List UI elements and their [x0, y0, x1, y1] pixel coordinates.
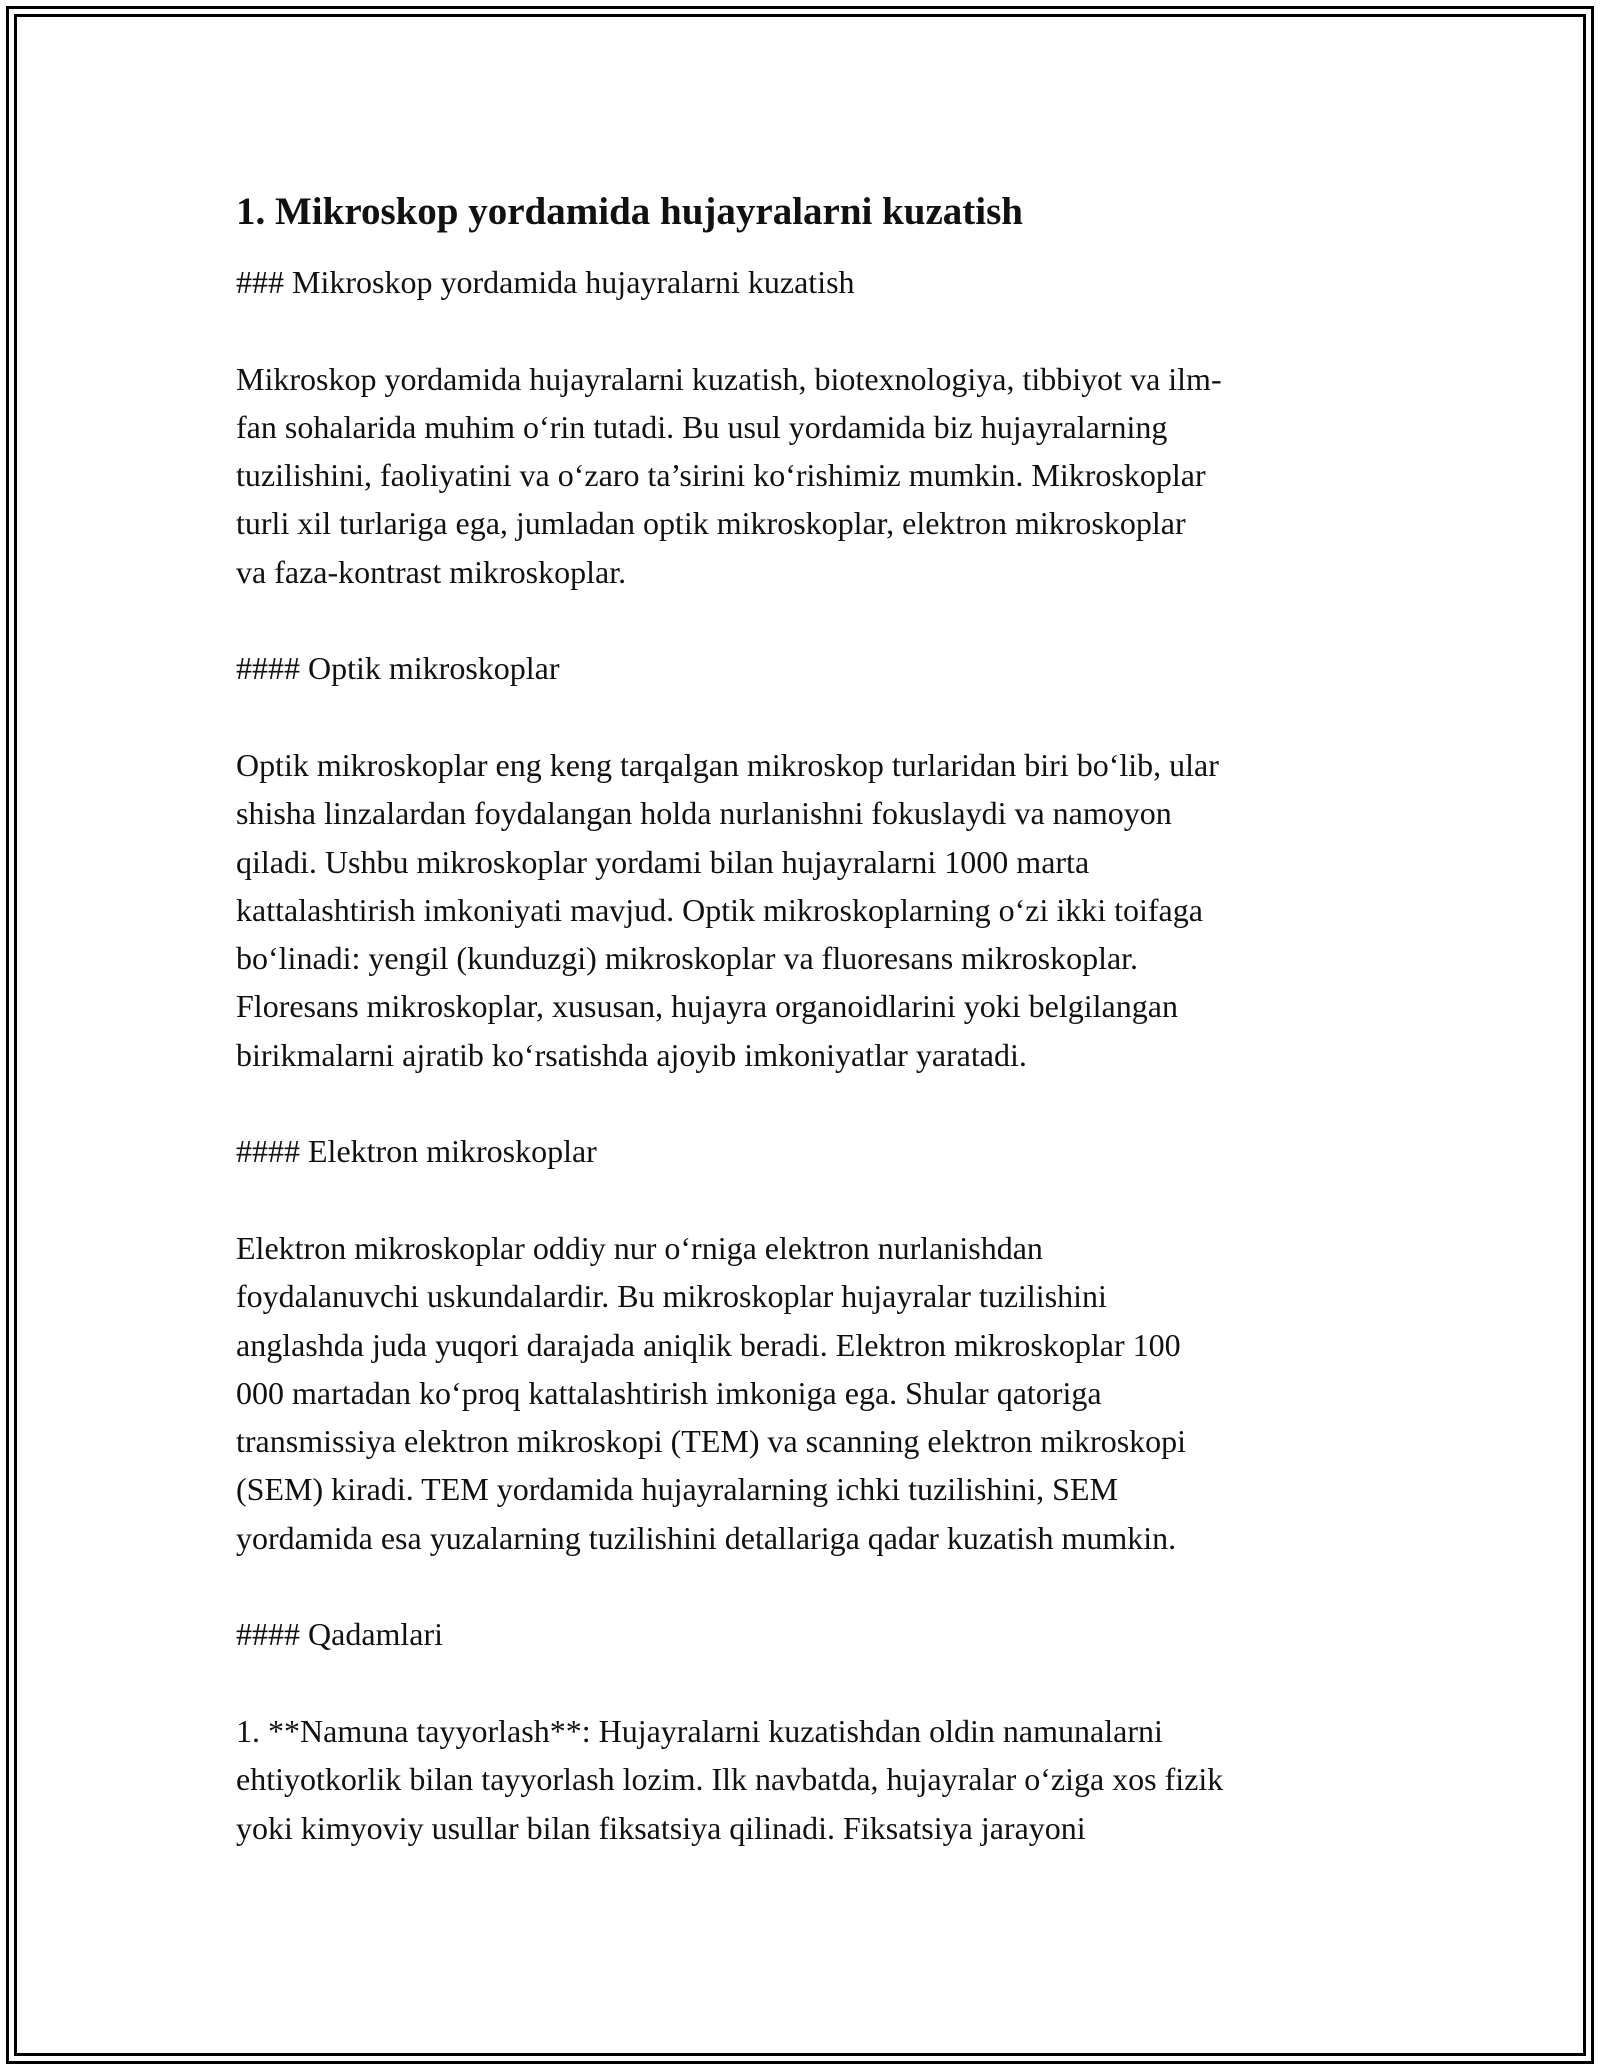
section-heading-steps: [236, 1610, 1376, 1658]
text-line: Elektron mikroskoplar oddiy nur o‘rniga elektron nurlanishdan: [236, 1229, 1043, 1266]
text-line: ehtiyotkorlik bilan tayyorlash lozim. Ilk navbatda, hujayralar o‘ziga xos fizik: [236, 1761, 1224, 1798]
intro-paragraph: [236, 355, 1376, 596]
steps-paragraph: [236, 1707, 1376, 1852]
text-line: foydalanuvchi uskundalardir. Bu mikroskoplar hujayralar tuzilishini: [236, 1278, 1107, 1315]
text-line: shisha linzalardan foydalangan holda nurlanishni fokuslaydi va namoyon: [236, 795, 1172, 832]
text-line: Floresans mikroskoplar, xususan, hujayra organoidlarini yoki belgilangan: [236, 988, 1178, 1025]
text-line: Mikroskop yordamida hujayralarni kuzatish, biotexnologiya, tibbiyot va ilm-: [236, 360, 1222, 397]
text-line: fan sohalarida muhim o‘rin tutadi. Bu usul yordamida biz hujayralarning: [236, 408, 1168, 445]
text-line: anglashda juda yuqori darajada aniqlik beradi. Elektron mikroskoplar 100: [236, 1326, 1181, 1363]
text-line: yoki kimyoviy usullar bilan fiksatsiya qilinadi. Fiksatsiya jarayoni: [236, 1809, 1086, 1846]
text-line: ### Mikroskop yordamida hujayralarni kuzatish: [236, 264, 855, 300]
text-line: 000 martadan ko‘proq kattalashtirish imkoniga ega. Shular qatoriga: [236, 1374, 1102, 1411]
section-heading-electron: [236, 1127, 1376, 1175]
text-line: kattalashtirish imkoniyati mavjud. Optik mikroskoplarning o‘zi ikki toifaga: [236, 891, 1203, 928]
text-line: #### Qadamlari: [236, 1616, 444, 1653]
section-heading-optical: [236, 644, 1376, 692]
text-line: turli xil turlariga ega, jumladan optik mikroskoplar, elektron mikroskoplar: [236, 505, 1186, 542]
text-line: 1. **Namuna tayyorlash**: Hujayralarni kuzatishdan oldin namunalarni: [236, 1712, 1163, 1749]
text-line: Optik mikroskoplar eng keng tarqalgan mikroskop turlaridan biri bo‘lib, ular: [236, 746, 1219, 783]
optical-paragraph: [236, 741, 1376, 1079]
text-line: transmissiya elektron mikroskopi (TEM) va scanning elektron mikroskopi: [236, 1423, 1187, 1460]
text-line: bo‘linadi: yengil (kunduzgi) mikroskoplar va fluoresans mikroskoplar.: [236, 940, 1139, 977]
text-line: va faza-kontrast mikroskoplar.: [236, 553, 627, 590]
electron-paragraph: [236, 1224, 1376, 1562]
document-title: 1. Mikroskop yordamida hujayralarni kuzatish: [236, 190, 1023, 233]
text-line: birikmalarni ajratib ko‘rsatishda ajoyib imkoniyatlar yaratadi.: [236, 1036, 1027, 1073]
text-line: qiladi. Ushbu mikroskoplar yordami bilan hujayralarni 1000 marta: [236, 843, 1090, 880]
text-line: (SEM) kiradi. TEM yordamida hujayralarning ichki tuzilishini, SEM: [236, 1471, 1118, 1508]
text-line: #### Optik mikroskoplar: [236, 650, 560, 687]
text-line: #### Elektron mikroskoplar: [236, 1133, 597, 1170]
document-body: [236, 186, 1376, 1900]
text-line: yordamida esa yuzalarning tuzilishini detallariga qadar kuzatish mumkin.: [236, 1519, 1177, 1556]
section-heading-main: [236, 258, 1376, 306]
text-line: tuzilishini, faoliyatini va o‘zaro ta’sirini ko‘rishimiz mumkin. Mikroskoplar: [236, 457, 1206, 494]
